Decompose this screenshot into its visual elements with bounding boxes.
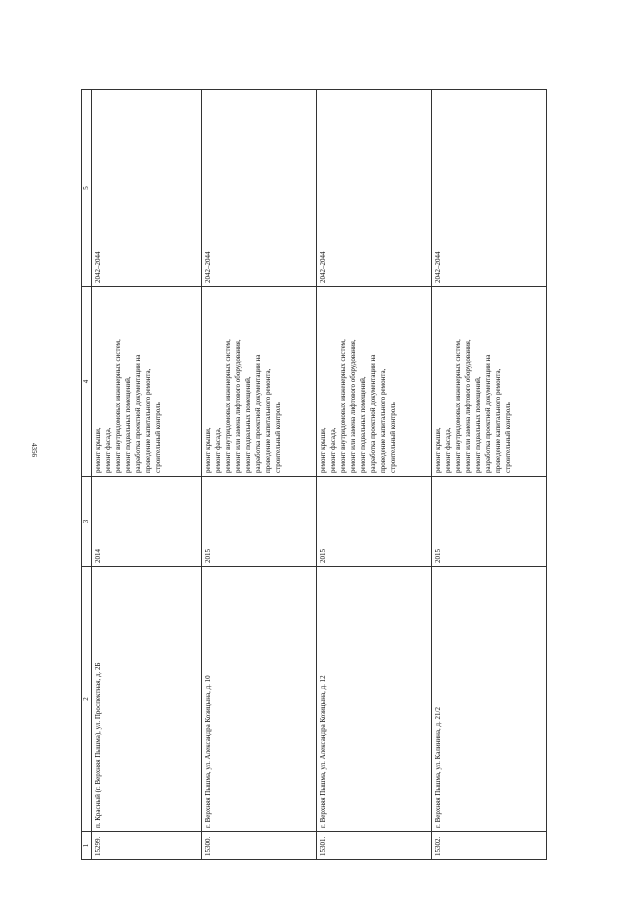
work-item: ремонт подвальных помещений,	[124, 376, 132, 473]
work-item: разработка проектной документации на	[484, 354, 492, 473]
table-row	[432, 90, 547, 860]
work-item: разработка проектной документации на	[369, 354, 377, 473]
work-item: ремонт фасада,	[104, 427, 112, 473]
year-cell: 2015	[432, 477, 547, 567]
work-item: ремонт внутридомовых инженерных систем,	[114, 339, 122, 473]
rotated-page	[81, 90, 531, 860]
header-row	[82, 90, 92, 860]
work-item: ремонт внутридомовых инженерных систем,	[454, 339, 462, 473]
work-item: ремонт внутридомовых инженерных систем,	[224, 339, 232, 473]
row-number-cell: 15301.	[317, 832, 432, 860]
address-cell: г. Верхняя Пышма, ул. Александра Козицына, д. 12	[317, 567, 432, 832]
period-cell: 2042–2044	[92, 90, 202, 287]
work-item: ремонт или замена лифтового оборудования,	[349, 339, 357, 473]
work-item: проведение капитального ремонта,	[494, 368, 502, 473]
header-cell: 5	[82, 90, 92, 287]
period-cell: 2042–2044	[202, 90, 317, 287]
header-cell: 1	[82, 832, 92, 860]
header-cell: 4	[82, 287, 92, 477]
work-item: разработка проектной документации на	[254, 354, 262, 473]
work-item: ремонт подвальных помещений,	[474, 376, 482, 473]
header-cell: 2	[82, 567, 92, 832]
works-cell	[92, 287, 202, 477]
year-cell: 2014	[92, 477, 202, 567]
work-item: ремонт подвальных помещений,	[244, 376, 252, 473]
works-cell	[202, 287, 317, 477]
table-row	[317, 90, 432, 860]
row-number-cell: 15302.	[432, 832, 547, 860]
header-cell: 3	[82, 477, 92, 567]
row-number-cell: 15300.	[202, 832, 317, 860]
address-cell: п. Красный (г. Верхняя Пышма), ул. Проспектная, д. 2Б	[92, 567, 202, 832]
address-cell: г. Верхняя Пышма, ул. Калинина, д. 21/2	[432, 567, 547, 832]
table-body	[92, 90, 547, 860]
work-item: проведение капитального ремонта,	[144, 368, 152, 473]
period-cell: 2042–2044	[432, 90, 547, 287]
work-item: строительный контроль	[389, 402, 397, 473]
works-cell	[432, 287, 547, 477]
work-item: ремонт крыши,	[319, 427, 327, 473]
work-item: ремонт фасада,	[214, 427, 222, 473]
work-item: ремонт или замена лифтового оборудования,	[464, 339, 472, 473]
work-item: строительный контроль	[154, 402, 162, 473]
table-row	[92, 90, 202, 860]
works-cell	[317, 287, 432, 477]
work-item: ремонт или замена лифтового оборудования,	[234, 339, 242, 473]
work-item: ремонт крыши,	[94, 427, 102, 473]
row-number-cell: 15299.	[92, 832, 202, 860]
work-item: ремонт крыши,	[204, 427, 212, 473]
work-item: ремонт внутридомовых инженерных систем,	[339, 339, 347, 473]
address-cell: г. Верхняя Пышма, ул. Александра Козицына, д. 10	[202, 567, 317, 832]
page-number: 4356	[30, 443, 38, 457]
year-cell: 2015	[317, 477, 432, 567]
repair-schedule-table	[81, 89, 547, 860]
period-cell: 2042–2044	[317, 90, 432, 287]
work-item: строительный контроль	[274, 402, 282, 473]
table-row	[202, 90, 317, 860]
work-item: ремонт подвальных помещений,	[359, 376, 367, 473]
work-item: ремонт фасада,	[329, 427, 337, 473]
work-item: проведение капитального ремонта,	[264, 368, 272, 473]
work-item: ремонт крыши,	[434, 427, 442, 473]
year-cell: 2015	[202, 477, 317, 567]
work-item: разработка проектной документации на	[134, 354, 142, 473]
work-item: строительный контроль	[504, 402, 512, 473]
work-item: проведение капитального ремонта,	[379, 368, 387, 473]
work-item: ремонт фасада,	[444, 427, 452, 473]
